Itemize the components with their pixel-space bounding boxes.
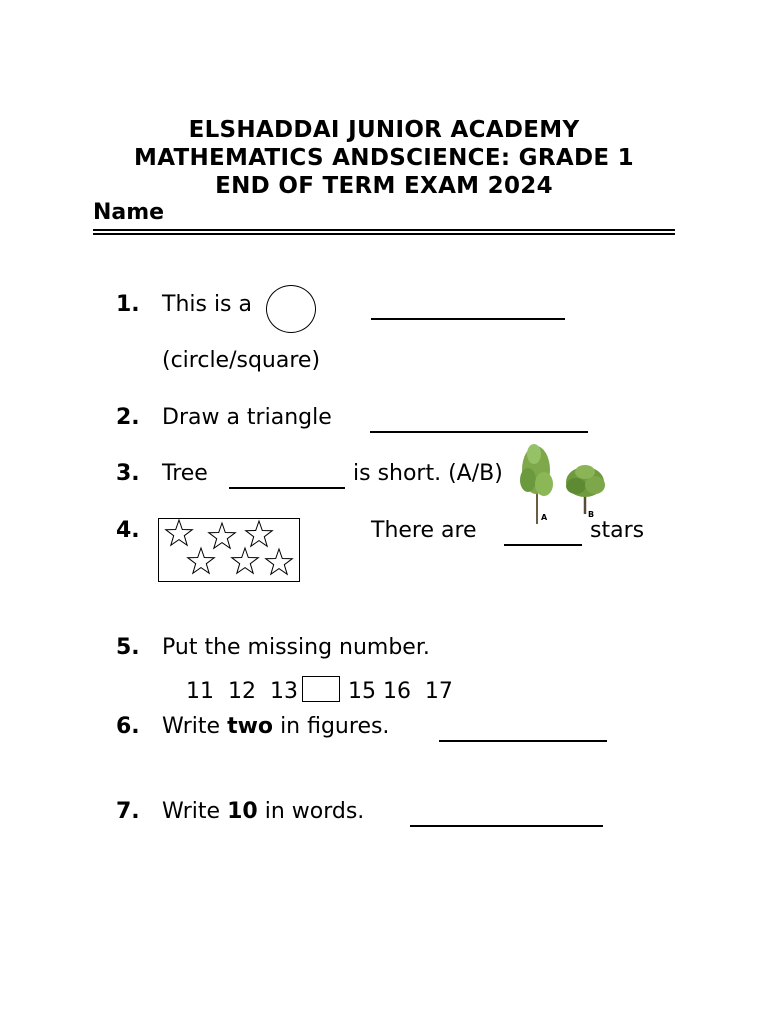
question-6-before: Write [162, 714, 221, 739]
answer-blank-2[interactable] [370, 405, 588, 433]
circle-shape [266, 285, 316, 333]
question-2-number: 2. [116, 405, 140, 430]
name-label: Name [93, 200, 165, 225]
answer-blank-7[interactable] [410, 799, 603, 827]
tree-b-label: B [588, 510, 595, 519]
question-6-text [162, 714, 389, 739]
question-1-options: (circle/square) [162, 348, 321, 373]
question-6-number: 6. [116, 714, 140, 739]
question-7-before: Write [162, 799, 221, 824]
question-1-text: This is a [162, 292, 252, 317]
question-5-text: Put the missing number. [162, 635, 430, 660]
school-name: ELSHADDAI JUNIOR ACADEMY [188, 117, 580, 143]
question-4-text-before: There are [371, 518, 477, 543]
star-icon [166, 520, 193, 545]
question-6-bold: two [227, 714, 274, 739]
answer-blank-6[interactable] [439, 714, 607, 742]
question-4-number: 4. [116, 518, 140, 543]
answer-blank-3[interactable] [229, 461, 345, 489]
question-7-after: in words. [264, 799, 365, 824]
question-4-text-after: stars [590, 518, 645, 543]
question-3-text-before: Tree [162, 461, 208, 486]
stars-picture [159, 519, 299, 581]
name-line-double [93, 233, 675, 235]
tree-a-label: A [541, 513, 548, 522]
star-icon [266, 549, 293, 574]
trees-image [512, 440, 612, 530]
missing-number-box[interactable] [302, 676, 340, 702]
exam-subject: MATHEMATICS ANDSCIENCE: GRADE 1 [134, 145, 634, 171]
question-5-number: 5. [116, 635, 140, 660]
star-icon [209, 523, 236, 548]
question-7-number: 7. [116, 799, 140, 824]
question-3-number: 3. [116, 461, 140, 486]
question-1-number: 1. [116, 292, 140, 317]
trees-picture [512, 440, 612, 530]
question-3-text-after: is short. (A/B) [353, 461, 503, 486]
stars-box [158, 518, 300, 582]
exam-title: END OF TERM EXAM 2024 [215, 173, 553, 199]
exam-header [0, 116, 768, 200]
question-7-bold: 10 [227, 799, 258, 824]
sequence-before: 11 12 13 [186, 679, 298, 704]
answer-blank-4[interactable] [504, 518, 582, 546]
star-icon [246, 521, 273, 546]
sequence-after: 15 16 17 [347, 679, 453, 704]
question-6-after: in figures. [280, 714, 390, 739]
star-icon [188, 548, 215, 573]
number-sequence [186, 676, 453, 704]
name-line [93, 229, 675, 231]
question-7-text [162, 799, 364, 824]
star-icon [232, 548, 259, 573]
question-2-text: Draw a triangle [162, 405, 332, 430]
answer-blank-1[interactable] [371, 292, 565, 320]
